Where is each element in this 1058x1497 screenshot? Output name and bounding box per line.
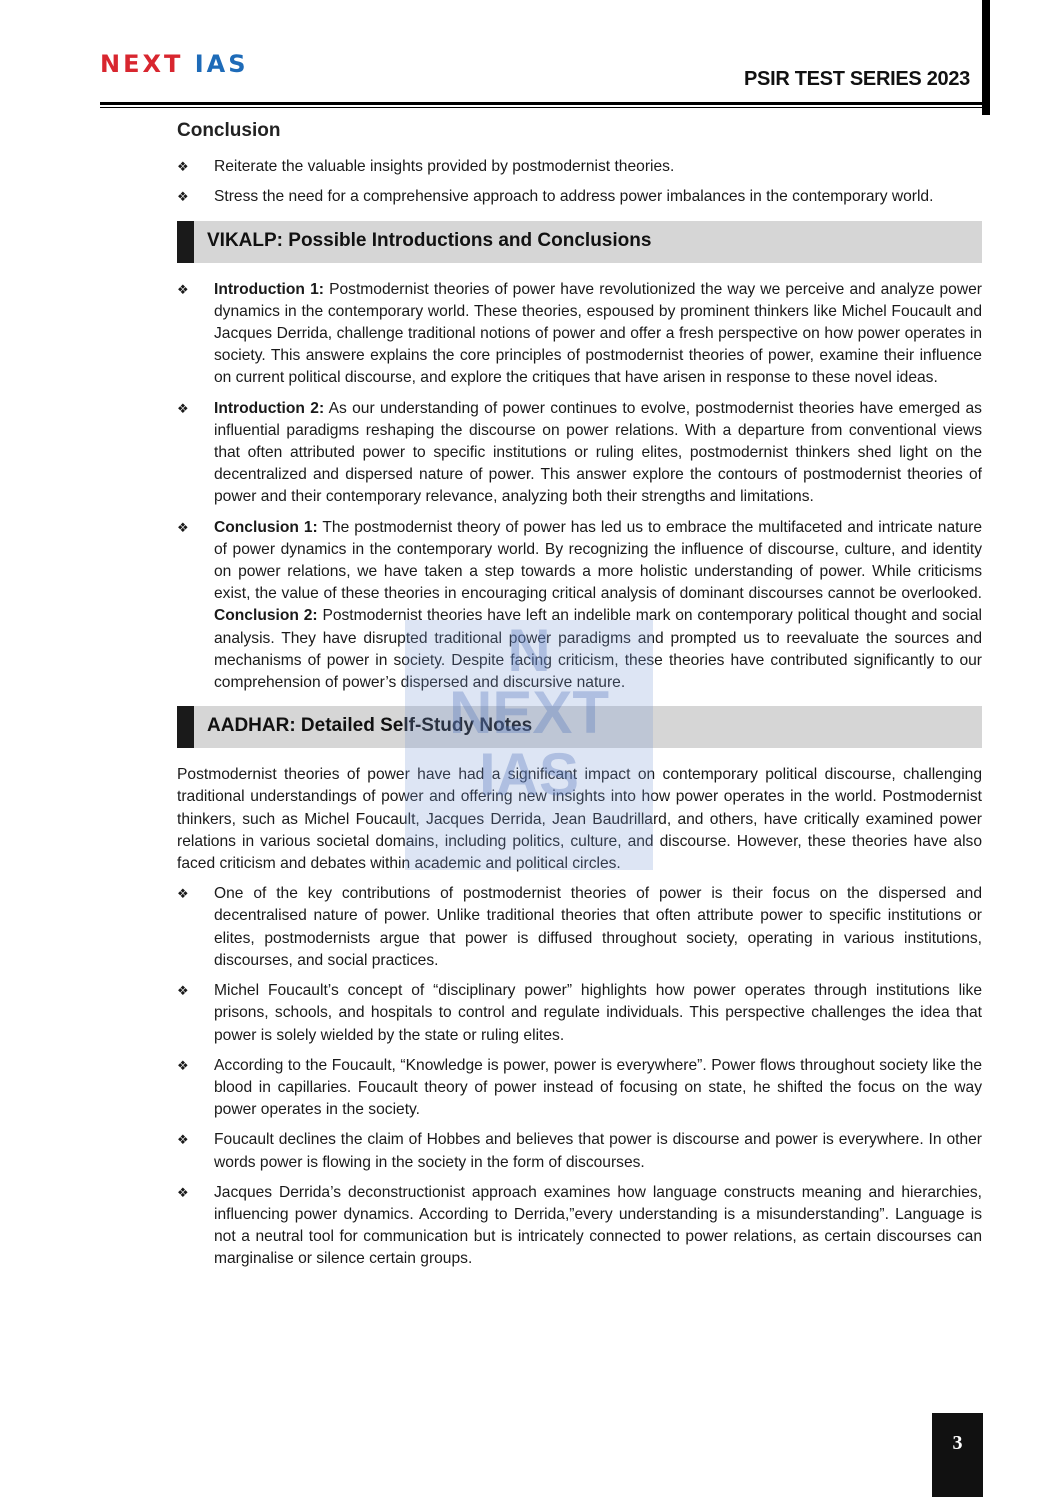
section-marker xyxy=(177,706,194,748)
list-item: ❖ One of the key contributions of postmodernist theories of power is their focus on the dispersed and decentralised nature of power. Unlike traditional theories that often attribute power to specific institutions or elites, postmodernists argue that power is diffused throughout society, operating in various institutions, discourses, and social practices. xyxy=(177,885,982,969)
header-divider xyxy=(100,102,982,105)
diamond-bullet-icon: ❖ xyxy=(177,1057,189,1073)
list-item: ❖ Jacques Derrida’s deconstructionist approach examines how language constructs meaning and hierarchies, influencing power dynamics. According to Derrida,”every understanding is a misunderstanding”. Language is not a neutral tool for communication but is intricately connected to power relations, as certain discourses can marginalise or silence certain groups. xyxy=(177,1183,982,1268)
diamond-bullet-icon: ❖ xyxy=(177,886,189,902)
series-title: PSIR TEST SERIES 2023 xyxy=(743,68,970,90)
next-ias-logo: NEXT IAS xyxy=(100,50,249,78)
diamond-bullet-icon: ❖ xyxy=(177,281,189,297)
list-item: ❖ Conclusion 1: The postmodernist theory of power has led us to embrace the multifaceted and intricate nature of power dynamics in the contemporary world. By recognizing the influence of discourse, culture, and identity on power relations, we have taken a step towards a more holistic understanding of power. While criticisms exist, the value of these theories in encouraging critical analysis of dominant discourses cannot be overlooked. Conclusion 2: Postmodernist theories have left an indelible mark on contemporary political thought and social analysis. They have disrupted traditional power paradigms and prompted us to reevaluate the sources and mechanisms of power in society. Despite facing criticism, these theories have contributed significantly to our comprehension of power’s dispersed and discursive nature. xyxy=(177,518,982,692)
list-item: ❖ According to the Foucault, “Knowledge is power, power is everywhere”. Power flows throughout society like the blood in capillaries. Foucault theory of power instead of focusing on state, he shifted the focus on the way power operates in the society. xyxy=(177,1056,982,1119)
diamond-bullet-icon: ❖ xyxy=(177,1184,189,1200)
list-item: ❖ Introduction 2: As our understanding of power continues to evolve, postmodernist theories have emerged as influential paradigms reshaping the discourse on power relations. With a departure from conventional views that often attributed power to specific institutions or ruling elites, postmodernist thinkers shed light on the decentralized and dispersed nature of power. This answer explore the contours of postmodernist theories of power and their contemporary relevance, analyzing both their strengths and limitations. xyxy=(177,399,982,506)
list-item: ❖ Stress the need for a comprehensive approach to address power imbalances in the contemporary world. xyxy=(177,186,982,208)
section-title: AADHAR: Detailed Self-Study Notes xyxy=(207,715,533,737)
aadhar-list xyxy=(177,883,982,1270)
section-marker xyxy=(177,221,194,263)
conclusion-list xyxy=(177,156,982,208)
diamond-bullet-icon: ❖ xyxy=(177,159,189,175)
list-item: ❖ Michel Foucault’s concept of “disciplinary power” highlights how power operates through institutions like prisons, schools, and hospitals to control and regulate individuals. This perspective challenges the idea that power is solely wielded by the state or ruling elites. xyxy=(177,982,982,1044)
header-divider-thin xyxy=(100,107,982,108)
diamond-bullet-icon: ❖ xyxy=(177,1132,189,1148)
diamond-bullet-icon: ❖ xyxy=(177,983,189,999)
vikalp-list xyxy=(177,279,982,695)
page-content xyxy=(177,120,982,1279)
list-item: ❖ Reiterate the valuable insights provided by postmodernist theories. xyxy=(177,156,982,178)
list-item: ❖ Introduction 1: Postmodernist theories of power have revolutionized the way we perceive and analyze power dynamics in the contemporary world. These theories, espoused by prominent thinkers like Michel Foucault and Jacques Derrida, challenge traditional notions of power and offer a fresh perspective on how power operates in society. This answere explains the core principles of postmodernist theories of power, examine their influence on current political discourse, and explore the critiques that have arisen in response to these novel ideas. xyxy=(177,280,982,387)
watermark-logo: N NEXT IAS xyxy=(405,620,653,870)
vikalp-section-header xyxy=(177,221,982,263)
diamond-bullet-icon: ❖ xyxy=(177,189,189,205)
page-number: 3 xyxy=(932,1413,983,1497)
section-title: VIKALP: Possible Introductions and Conclusions xyxy=(207,229,652,251)
conclusion-heading: Conclusion xyxy=(177,120,281,141)
header-right-bar xyxy=(982,0,990,115)
diamond-bullet-icon: ❖ xyxy=(177,519,189,535)
diamond-bullet-icon: ❖ xyxy=(177,400,189,416)
aadhar-section-header xyxy=(177,706,982,748)
list-item: ❖ Foucault declines the claim of Hobbes and believes that power is discourse and power is everywhere. In other words power is flowing in the society in the form of discourses. xyxy=(177,1131,982,1171)
aadhar-intro: Postmodernist theories of power have had a significant impact on contemporary political discourse, challenging traditional understandings of power and offering new insights into how power operates in the world. Postmodernist thinkers, such as Michel Foucault, Jacques Derrida, Jean Baudrillard, and others, have critically examined power relations in various societal domains, including politics, culture, and discourse. However, these theories have also faced criticism and debates within academic and political circles. xyxy=(177,766,982,873)
